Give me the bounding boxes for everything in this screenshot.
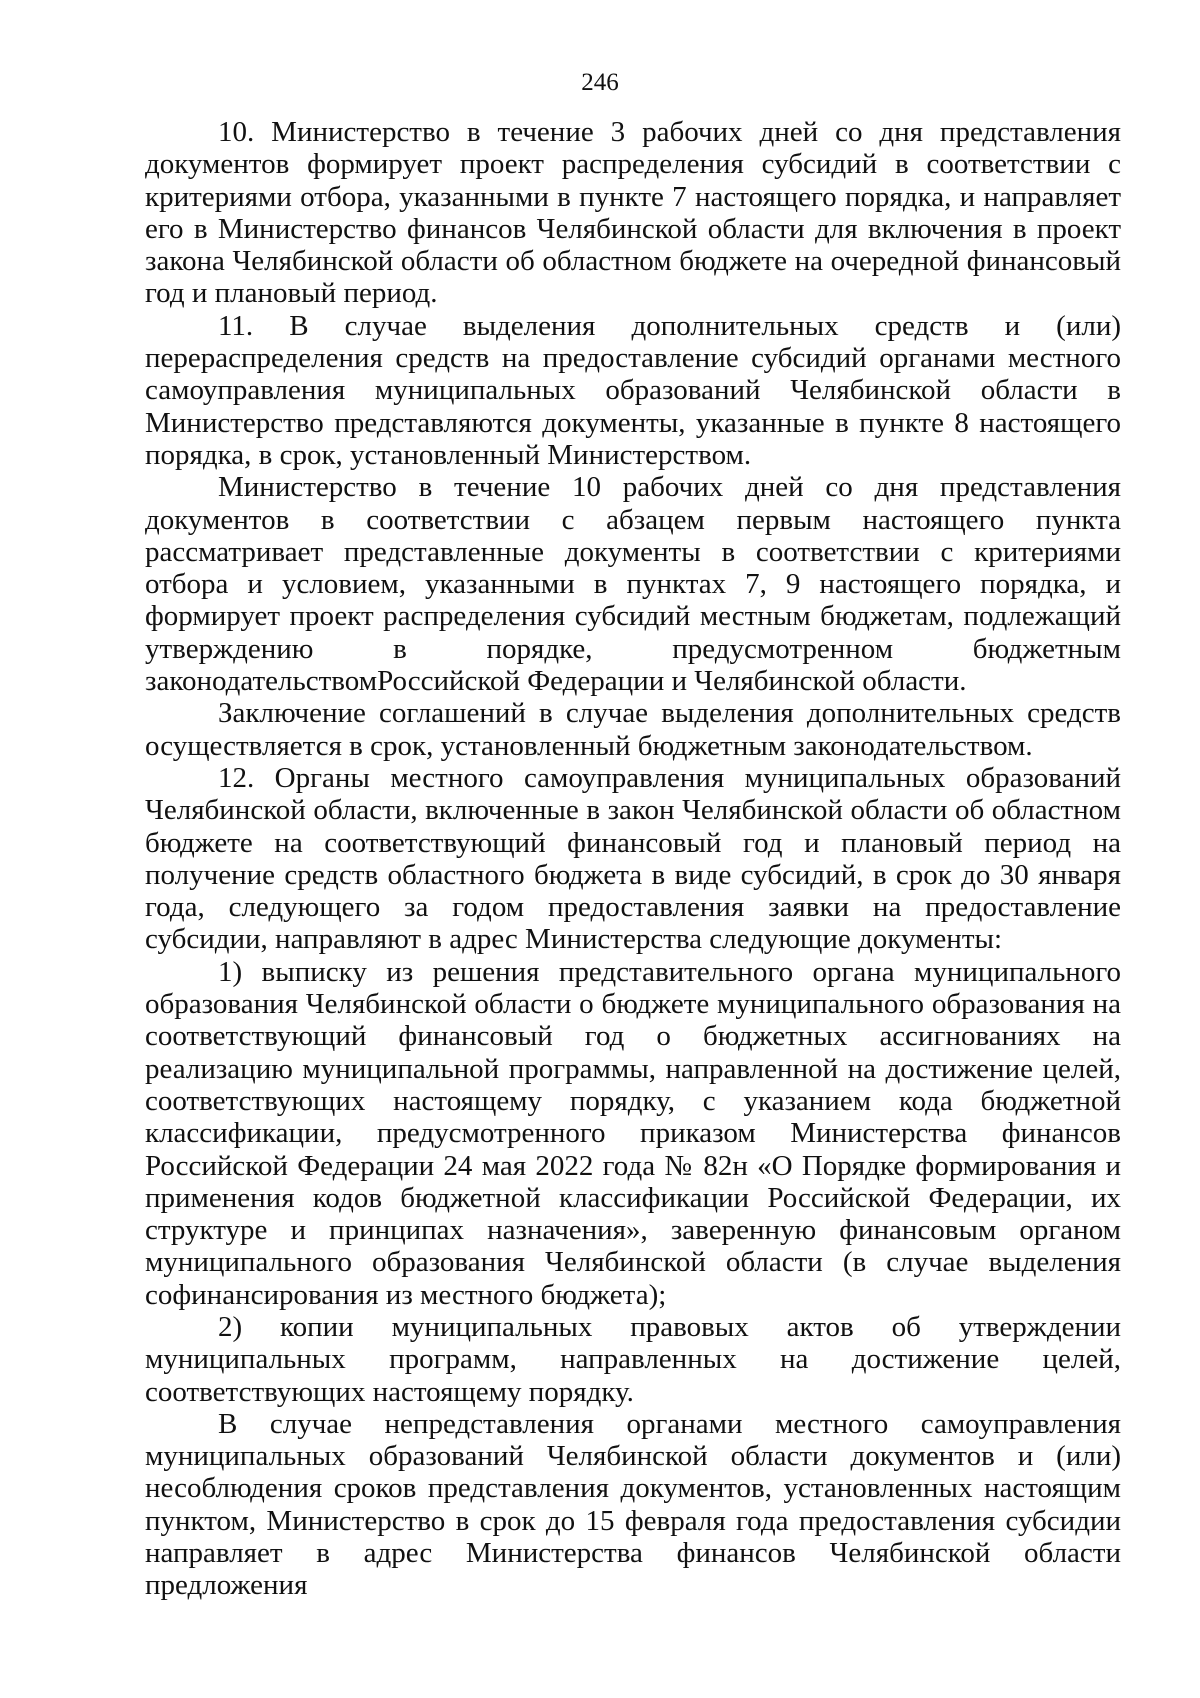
paragraph-11-review: Министерство в течение 10 рабочих дней со дня представления документов в соответствии с абзацем первым настоящего пункта рассматривает представленные документы в соответствии с критериями отбора и условием, указанными в пунктах 7, 9 настоящего порядка, и формирует проект распределения субсидий местным бюджетам, подлежащий утверждению в порядке, предусмотренном бюджетным законодательствомРоссийской Федерации и Челябинской области. [145,471,1121,698]
list-item-2: 2) копии муниципальных правовых актов об утверждении муниципальных программ, направленных на достижение целей, соответствующих настоящему порядку. [145,1310,1121,1408]
document-body [145,116,1121,1602]
list-item-1: 1) выписку из решения представительного органа муниципального образования Челябинской области о бюджете муниципального образования на соответствующий финансовый год о бюджетных ассигнованиях на реализацию муниципальной программы, направленной на достижение целей, соответствующих настоящему порядку, с указанием кода бюджетной классификации, предусмотренного приказом Министерства финансов Российской Федерации 24 мая 2022 года № 82н «О Порядке формирования и применения кодов бюджетной классификации Российской Федерации, их структуре и принципах назначения», заверенную финансовым органом муниципального образования Челябинской области (в случае выделения софинансирования из местного бюджета); [145,955,1121,1311]
paragraph-12-non-submission: В случае непредставления органами местного самоуправления муниципальных образований Челябинской области документов и (или) несоблюдения сроков представления документов, установленных настоящим пунктом, Министерство в срок до 15 февраля года предоставления субсидии направляет в адрес Министерства финансов Челябинской области предложения [145,1407,1121,1602]
paragraph-11: 11. В случае выделения дополнительных средств и (или) перераспределения средств на предоставление субсидий органами местного самоуправления муниципальных образований Челябинской области в Министерство представляются документы, указанные в пункте 8 настоящего порядка, в срок, установленный Министерством. [145,309,1121,471]
paragraph-11-agreements: Заключение соглашений в случае выделения дополнительных средств осуществляется в срок, установленный бюджетным законодательством. [145,697,1121,762]
paragraph-12: 12. Органы местного самоуправления муниципальных образований Челябинской области, включенные в закон Челябинской области об областном бюджете на соответствующий финансовый год и плановый период на получение средств областного бюджета в виде субсидий, в срок до 30 января года, следующего за годом предоставления заявки на предоставление субсидии, направляют в адрес Министерства следующие документы: [145,761,1121,956]
page-number: 246 [581,69,619,96]
paragraph-10: 10. Министерство в течение 3 рабочих дней со дня представления документов формирует проект распределения субсидий в соответствии с критериями отбора, указанными в пункте 7 настоящего порядка, и направляет его в Министерство финансов Челябинской области для включения в проект закона Челябинской области об областном бюджете на очередной финансовый год и плановый период. [145,116,1121,310]
